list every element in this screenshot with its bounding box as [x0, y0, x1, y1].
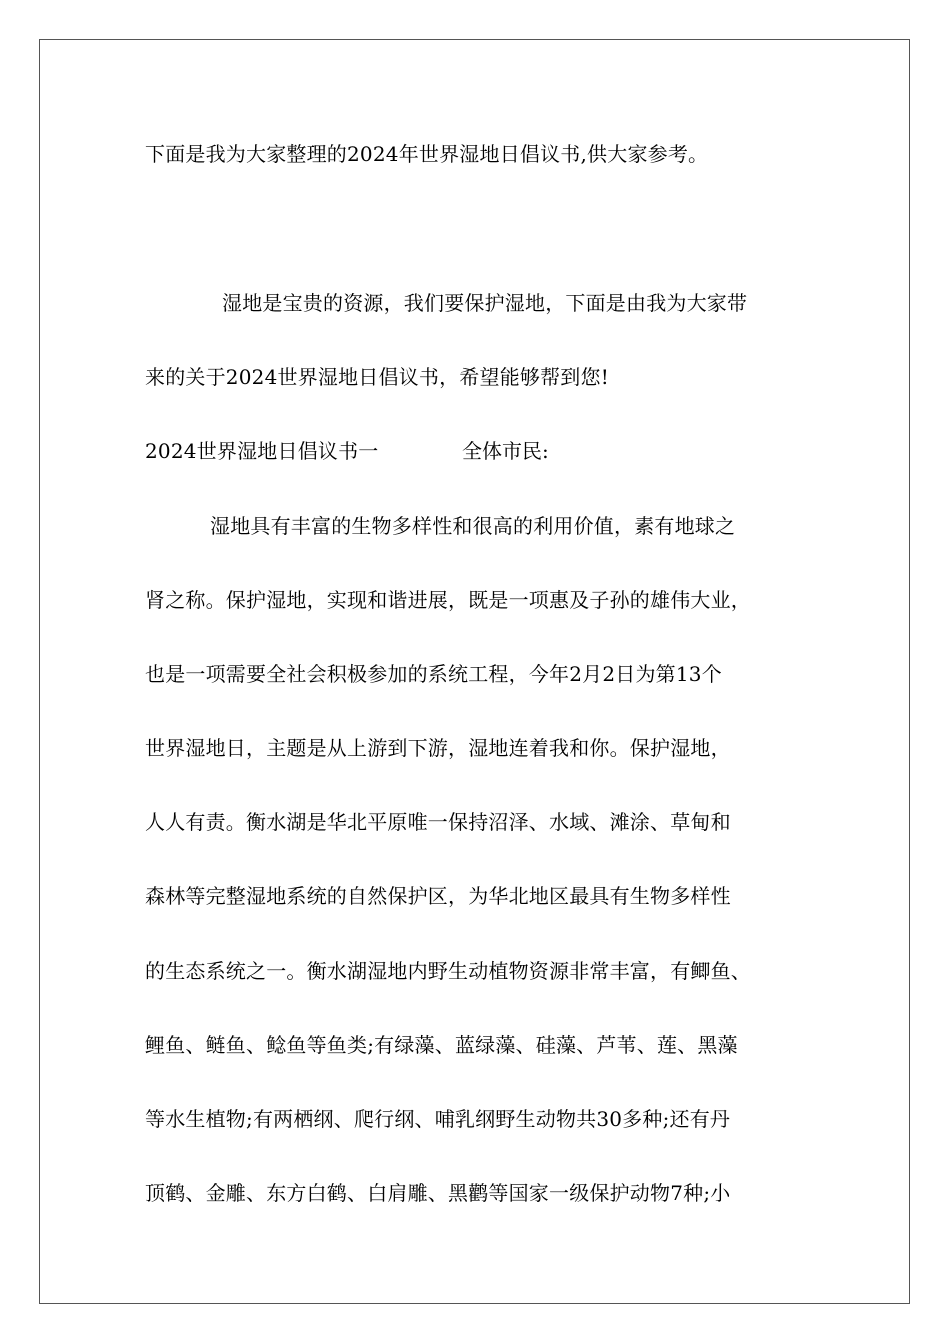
intro-line: 下面是我为大家整理的2024年世界湿地日倡议书,供大家参考。 [145, 142, 709, 166]
body-line-3: 也是一项需要全社会积极参加的系统工程，今年2月2日为第13个 [145, 662, 722, 686]
body-line-5: 人人有责。衡水湖是华北平原唯一保持沼泽、水域、滩涂、草甸和 [145, 810, 731, 834]
body-line-1: 湿地具有丰富的生物多样性和很高的利用价值，素有地球之 [210, 514, 736, 538]
body-line-7: 的生态系统之一。衡水湖湿地内野生动植物资源非常丰富，有鲫鱼、 [145, 959, 751, 983]
section-heading: 2024世界湿地日倡议书一 [145, 439, 379, 463]
body-line-6: 森林等完整湿地系统的自然保护区，为华北地区最具有生物多样性 [145, 884, 731, 908]
body-line-4: 世界湿地日，主题是从上游到下游，湿地连着我和你。保护湿地， [145, 736, 731, 760]
greeting: 全体市民: [462, 439, 549, 463]
body-line-8: 鲤鱼、鲢鱼、鲶鱼等鱼类;有绿藻、蓝绿藻、硅藻、芦苇、莲、黑藻 [145, 1033, 738, 1057]
body-line-2: 肾之称。保护湿地，实现和谐进展，既是一项惠及子孙的雄伟大业， [145, 588, 751, 612]
body-line-9: 等水生植物;有两栖纲、爬行纲、哺乳纲野生动物共30多种;还有丹 [145, 1107, 731, 1131]
body-line-10: 顶鹤、金雕、东方白鹤、白肩雕、黑鹳等国家一级保护动物7种;小 [145, 1181, 731, 1205]
summary-line-2: 来的关于2024世界湿地日倡议书，希望能够帮到您! [145, 365, 609, 389]
summary-line-1: 湿地是宝贵的资源，我们要保护湿地，下面是由我为大家带 [222, 291, 748, 315]
